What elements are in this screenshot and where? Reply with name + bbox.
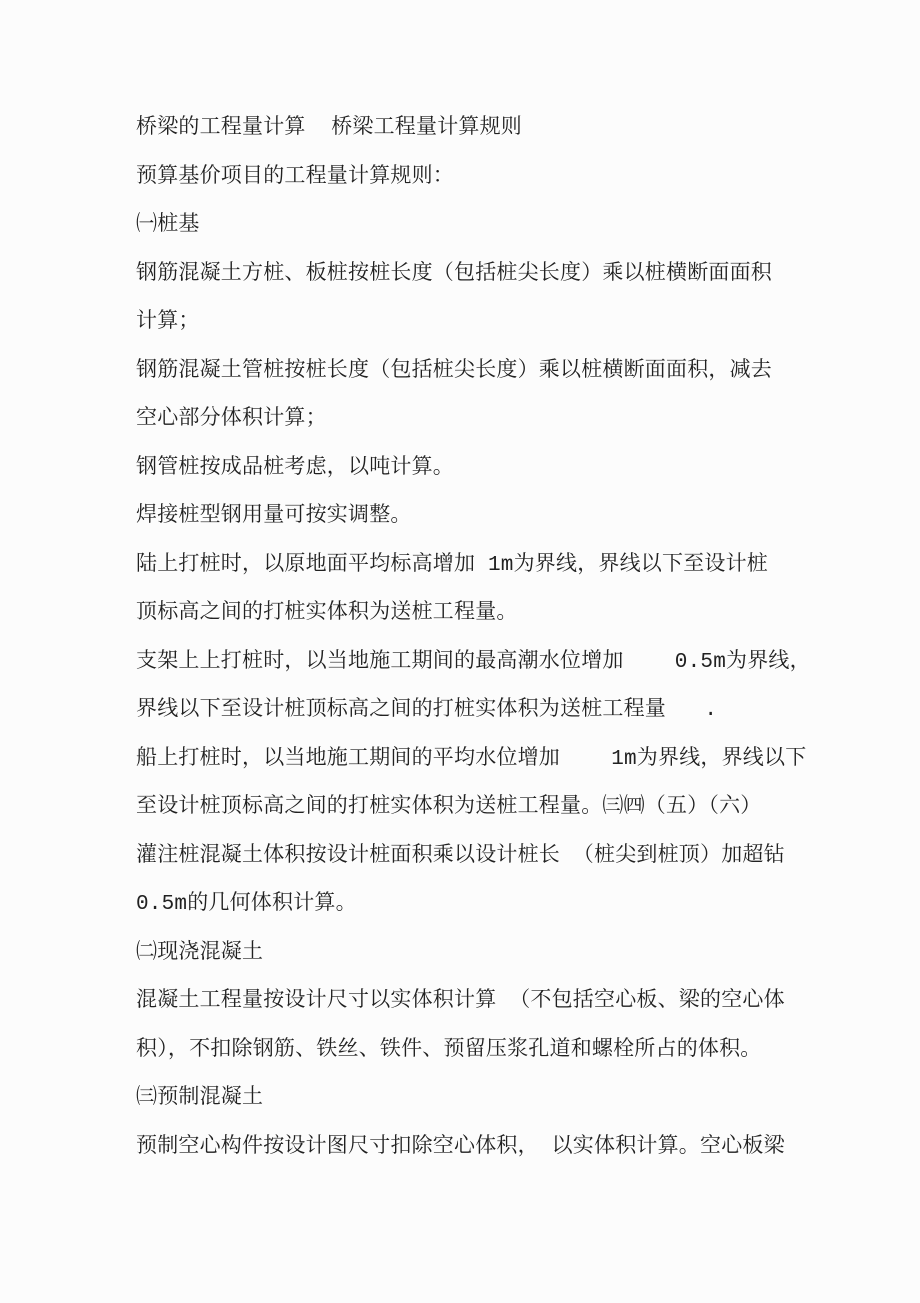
text-line: 混凝土工程量按设计尺寸以实体积计算 （不包括空心板、梁的空心体 bbox=[136, 990, 785, 1013]
text-line: 支架上上打桩时，以当地施工期间的最高潮水位增加 0.5m为界线， bbox=[136, 650, 811, 674]
text-line: 船上打桩时，以当地施工期间的平均水位增加 1m为界线，界线以下 bbox=[136, 747, 807, 771]
document-subtitle: 预算基价项目的工程量计算规则： bbox=[136, 165, 454, 189]
text-line: 0.5m的几何体积计算。 bbox=[136, 893, 357, 916]
text-line: 灌注桩混凝土体积按设计桩面积乘以设计桩长 （桩尖到桩顶）加超钻 bbox=[136, 844, 785, 868]
section-heading-1: ㈠桩基 bbox=[136, 214, 200, 237]
text-line: 钢筋混凝土方桩、板桩按桩长度（包括桩尖长度）乘以桩横断面面积 bbox=[136, 262, 772, 286]
document-title: 桥梁的工程量计算 桥梁工程量计算规则 bbox=[136, 117, 523, 140]
section-heading-3: ㈢预制混凝土 bbox=[136, 1087, 264, 1110]
text-line: 钢筋混凝土管桩按桩长度（包括桩尖长度）乘以桩横断面面积，减去 bbox=[136, 359, 772, 383]
text-line: 焊接桩型钢用量可按实调整。 bbox=[136, 505, 412, 528]
text-line: 积），不扣除钢筋、铁丝、铁件、预留压浆孔道和螺栓所占的体积。 bbox=[136, 1038, 762, 1062]
text-line: 至设计桩顶标高之间的打桩实体积为送桩工程量。㈢㈣（五）（六） bbox=[136, 796, 762, 819]
section-heading-2: ㈡现浇混凝土 bbox=[136, 941, 264, 965]
text-line: 界线以下至设计桩顶标高之间的打桩实体积为送桩工程量 . bbox=[136, 699, 718, 722]
text-line: 预制空心构件按设计图尺寸扣除空心体积， 以实体积计算。空心板梁 bbox=[136, 1135, 785, 1159]
text-line: 计算； bbox=[136, 311, 200, 334]
text-line: 空心部分体积计算； bbox=[136, 408, 327, 431]
text-line: 顶标高之间的打桩实体积为送桩工程量。 bbox=[136, 602, 518, 625]
document-body bbox=[136, 105, 810, 1172]
text-line: 钢管桩按成品桩考虑，以吨计算。 bbox=[136, 456, 454, 480]
text-line: 陆上打桩时，以原地面平均标高增加 1m为界线，界线以下至设计桩 bbox=[136, 553, 769, 577]
